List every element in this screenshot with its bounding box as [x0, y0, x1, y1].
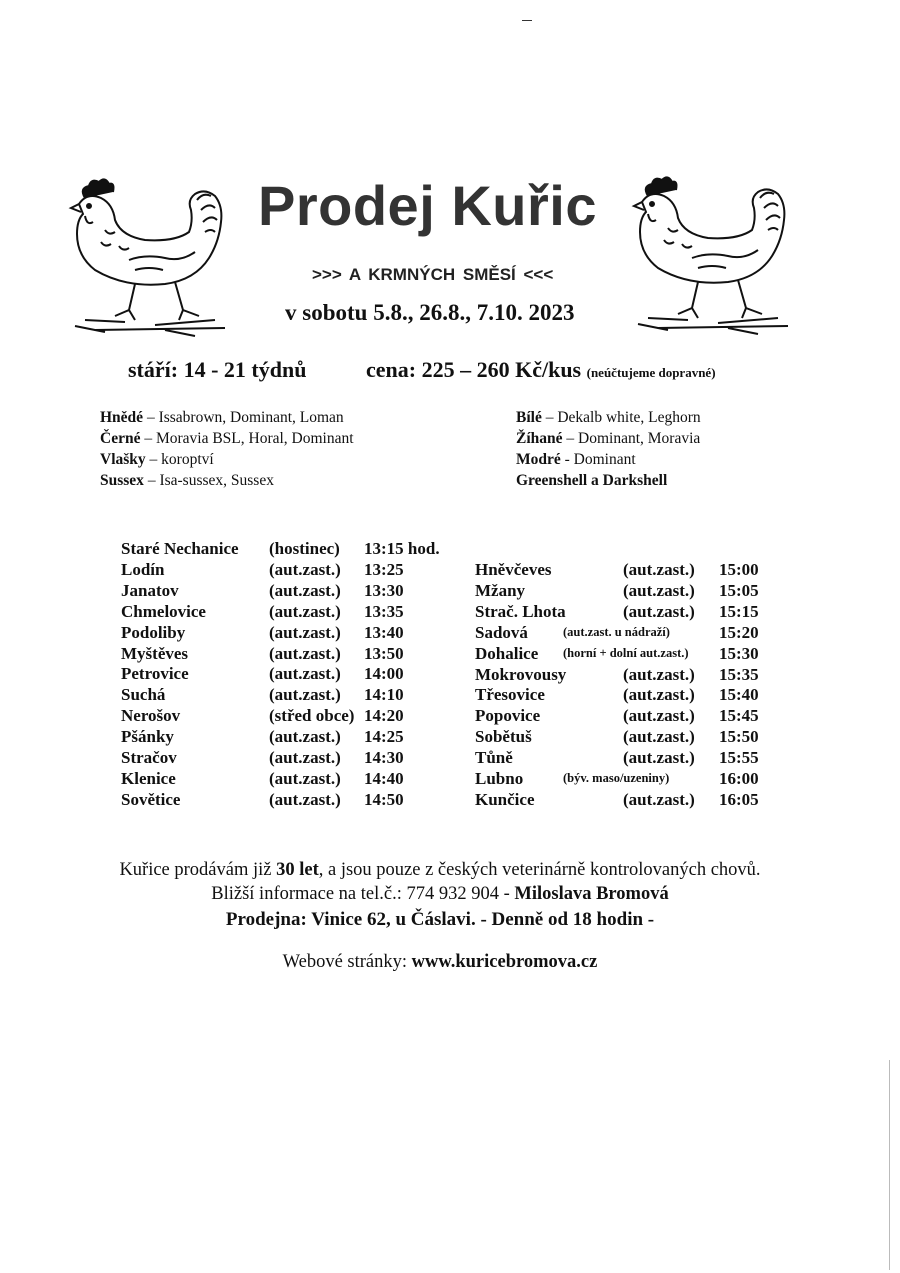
subtitle: >>> A KRMNÝCH SMĚSÍ <<< — [312, 265, 554, 284]
footer-phone: Bližší informace na tel.č.: 774 932 904 - — [211, 884, 515, 904]
hen-illustration-right — [628, 168, 803, 343]
schedule-time: 14:00 — [364, 664, 404, 684]
schedule-place: Petrovice — [121, 664, 189, 684]
footer-years: 30 let — [276, 860, 319, 880]
breed-desc: - Dominant — [560, 451, 636, 468]
schedule-time: 15:50 — [719, 727, 759, 747]
schedule-time: 13:50 — [364, 643, 404, 663]
schedule-stop: (aut.zast.) — [623, 664, 695, 684]
schedule-stop: (aut.zast.) — [623, 685, 695, 705]
breed-name: Hnědé — [100, 409, 144, 426]
schedule-place: Kunčice — [475, 789, 535, 809]
schedule-place: Sovětice — [121, 789, 181, 809]
schedule-time: 15:35 — [719, 664, 759, 684]
breed-desc: – koroptví — [145, 451, 214, 468]
schedule-stop: (aut.zast.) — [269, 789, 341, 809]
hen-icon — [65, 170, 240, 345]
schedule-time: 15:40 — [719, 685, 759, 705]
breed-name: Sussex — [100, 472, 144, 489]
schedule-time: 13:15 hod. — [364, 539, 440, 558]
schedule-time: 14:20 — [364, 706, 404, 726]
schedule-place: Nerošov — [121, 706, 181, 726]
schedule-place: Mokrovousy — [475, 664, 567, 684]
footer-text: , a jsou pouze z českých veterinárně kontrolovaných chovů. — [318, 860, 761, 880]
schedule-place: Pšánky — [121, 727, 174, 747]
schedule-stop: (hostinec) — [269, 539, 340, 558]
price-text: cena: 225 – 260 Kč/kus — [366, 357, 582, 382]
footer-web-label: Webové stránky: — [282, 952, 412, 972]
schedule-place: Staré Nechanice — [121, 539, 239, 558]
schedule-time: 15:55 — [719, 748, 759, 768]
schedule-stop: (aut.zast.) — [623, 789, 695, 809]
schedule-stop: (aut.zast.) — [623, 560, 695, 579]
breed-desc: – Moravia BSL, Horal, Dominant — [140, 430, 354, 447]
footer-line-1 — [0, 860, 890, 881]
breeds-list-right — [516, 407, 701, 491]
breed-name: Žíhané — [516, 430, 563, 447]
breed-desc: – Isa-sussex, Sussex — [143, 472, 274, 489]
breed-name: Vlašky — [100, 451, 146, 468]
schedule-stop: (aut.zast.) — [269, 643, 341, 663]
schedule-time: 14:10 — [364, 685, 404, 705]
schedule-place: Tůně — [475, 748, 513, 768]
schedule-time: 14:30 — [364, 748, 404, 767]
schedule-place: Třesovice — [475, 685, 545, 705]
schedule-place: Klenice — [121, 768, 176, 788]
hen-illustration-left — [65, 170, 240, 345]
schedule-time: 14:40 — [364, 768, 404, 788]
breed-name: Černé — [100, 430, 141, 447]
schedule-time: 15:15 — [719, 601, 759, 621]
price-info — [366, 357, 716, 383]
schedule-place: Dohalice — [475, 643, 539, 663]
breed-desc: – Dekalb white, Leghorn — [541, 409, 701, 426]
age-info: stáří: 14 - 21 týdnů — [128, 357, 307, 382]
schedule-stop: (aut.zast.) — [269, 580, 341, 600]
footer-line-3: Prodejna: Vinice 62, u Čáslavi. - Denně od 18 hodin - — [225, 909, 655, 930]
hen-icon — [628, 168, 803, 343]
schedule-time: 13:30 — [364, 580, 404, 600]
schedule-place: Lodín — [121, 559, 165, 579]
schedule-stop: (aut.zast.) — [269, 664, 341, 684]
schedule-place: Strač. Lhota — [475, 601, 566, 621]
page-title: Prodej Kuřic — [258, 174, 597, 237]
schedule-time: 15:30 — [719, 643, 759, 663]
schedule-stop: (aut.zast.) — [269, 622, 341, 642]
breed-item — [100, 470, 354, 491]
footer-line-2 — [0, 884, 890, 905]
schedule-time: 15:45 — [719, 706, 759, 726]
schedule-stop: (horní + dolní aut.zast.) — [563, 645, 689, 660]
schedule-stop: (aut.zast.) — [269, 601, 341, 621]
schedule-place: Sadová — [475, 622, 528, 642]
schedule-stop: (aut.zast.) — [623, 706, 695, 726]
schedule-time: 16:00 — [719, 769, 759, 788]
schedule-stop: (aut.zast.) — [269, 748, 341, 767]
schedule-stop: (aut.zast. u nádraží) — [563, 624, 670, 639]
schedule-place: Janatov — [121, 580, 179, 600]
breed-name: Greenshell a Darkshell — [516, 472, 668, 489]
schedule-stop: (aut.zast.) — [623, 580, 695, 600]
schedule-stop: (aut.zast.) — [269, 559, 341, 579]
breed-item — [516, 428, 701, 449]
schedule-stop: (aut.zast.) — [269, 727, 341, 747]
schedule-time: 15:20 — [719, 622, 759, 642]
schedule-place: Myštěves — [121, 643, 189, 663]
breed-item — [516, 470, 701, 491]
breed-name: Modré — [516, 451, 561, 468]
schedule-time: 15:05 — [719, 580, 759, 600]
breed-item — [516, 449, 701, 470]
footer-website-link[interactable]: www.kuricebromova.cz — [411, 952, 598, 972]
schedule-place: Popovice — [475, 706, 541, 726]
schedule-place: Hněvčeves — [475, 560, 552, 579]
schedule-place: Lubno — [475, 769, 524, 788]
scan-edge — [889, 1060, 890, 1270]
breed-item — [100, 407, 354, 428]
footer-text: Kuřice prodávám již — [119, 860, 277, 880]
schedule-time: 16:05 — [719, 789, 759, 809]
schedule-stop: (aut.zast.) — [269, 685, 341, 705]
schedule-place: Chmelovice — [121, 601, 206, 621]
footer-line-4 — [0, 952, 890, 973]
schedule-place: Stračov — [121, 748, 177, 767]
schedule-stop: (střed obce) — [269, 706, 355, 726]
breed-item — [516, 407, 701, 428]
schedule-time: 14:25 — [364, 727, 404, 747]
breed-item — [100, 449, 354, 470]
breed-desc: – Dominant, Moravia — [562, 430, 701, 447]
schedule-stop: (aut.zast.) — [623, 748, 695, 768]
schedule-time: 15:00 — [719, 560, 759, 579]
schedule-time: 14:50 — [364, 789, 404, 809]
schedule-place: Mžany — [475, 580, 526, 600]
breed-name: Bílé — [516, 409, 542, 426]
schedule-stop: (býv. maso/uzeniny) — [563, 771, 670, 785]
schedule-time: 13:40 — [364, 622, 404, 642]
schedule-place: Podoliby — [121, 622, 186, 642]
schedule-stop: (aut.zast.) — [269, 768, 341, 788]
scan-mark — [522, 20, 532, 21]
breed-item — [100, 428, 354, 449]
price-note: (neúčtujeme dopravné) — [586, 365, 716, 380]
schedule-time: 13:35 — [364, 601, 404, 621]
breed-desc: – Issabrown, Dominant, Loman — [143, 409, 344, 426]
schedule-time: 13:25 — [364, 559, 404, 579]
schedule-place: Sobětuš — [475, 727, 532, 747]
sale-dates: v sobotu 5.8., 26.8., 7.10. 2023 — [285, 300, 575, 325]
schedule-place: Suchá — [121, 685, 166, 705]
footer-contact-name: Miloslava Bromová — [514, 884, 669, 904]
schedule-stop: (aut.zast.) — [623, 601, 695, 621]
schedule-stop: (aut.zast.) — [623, 727, 695, 747]
breeds-list-left — [100, 407, 354, 491]
